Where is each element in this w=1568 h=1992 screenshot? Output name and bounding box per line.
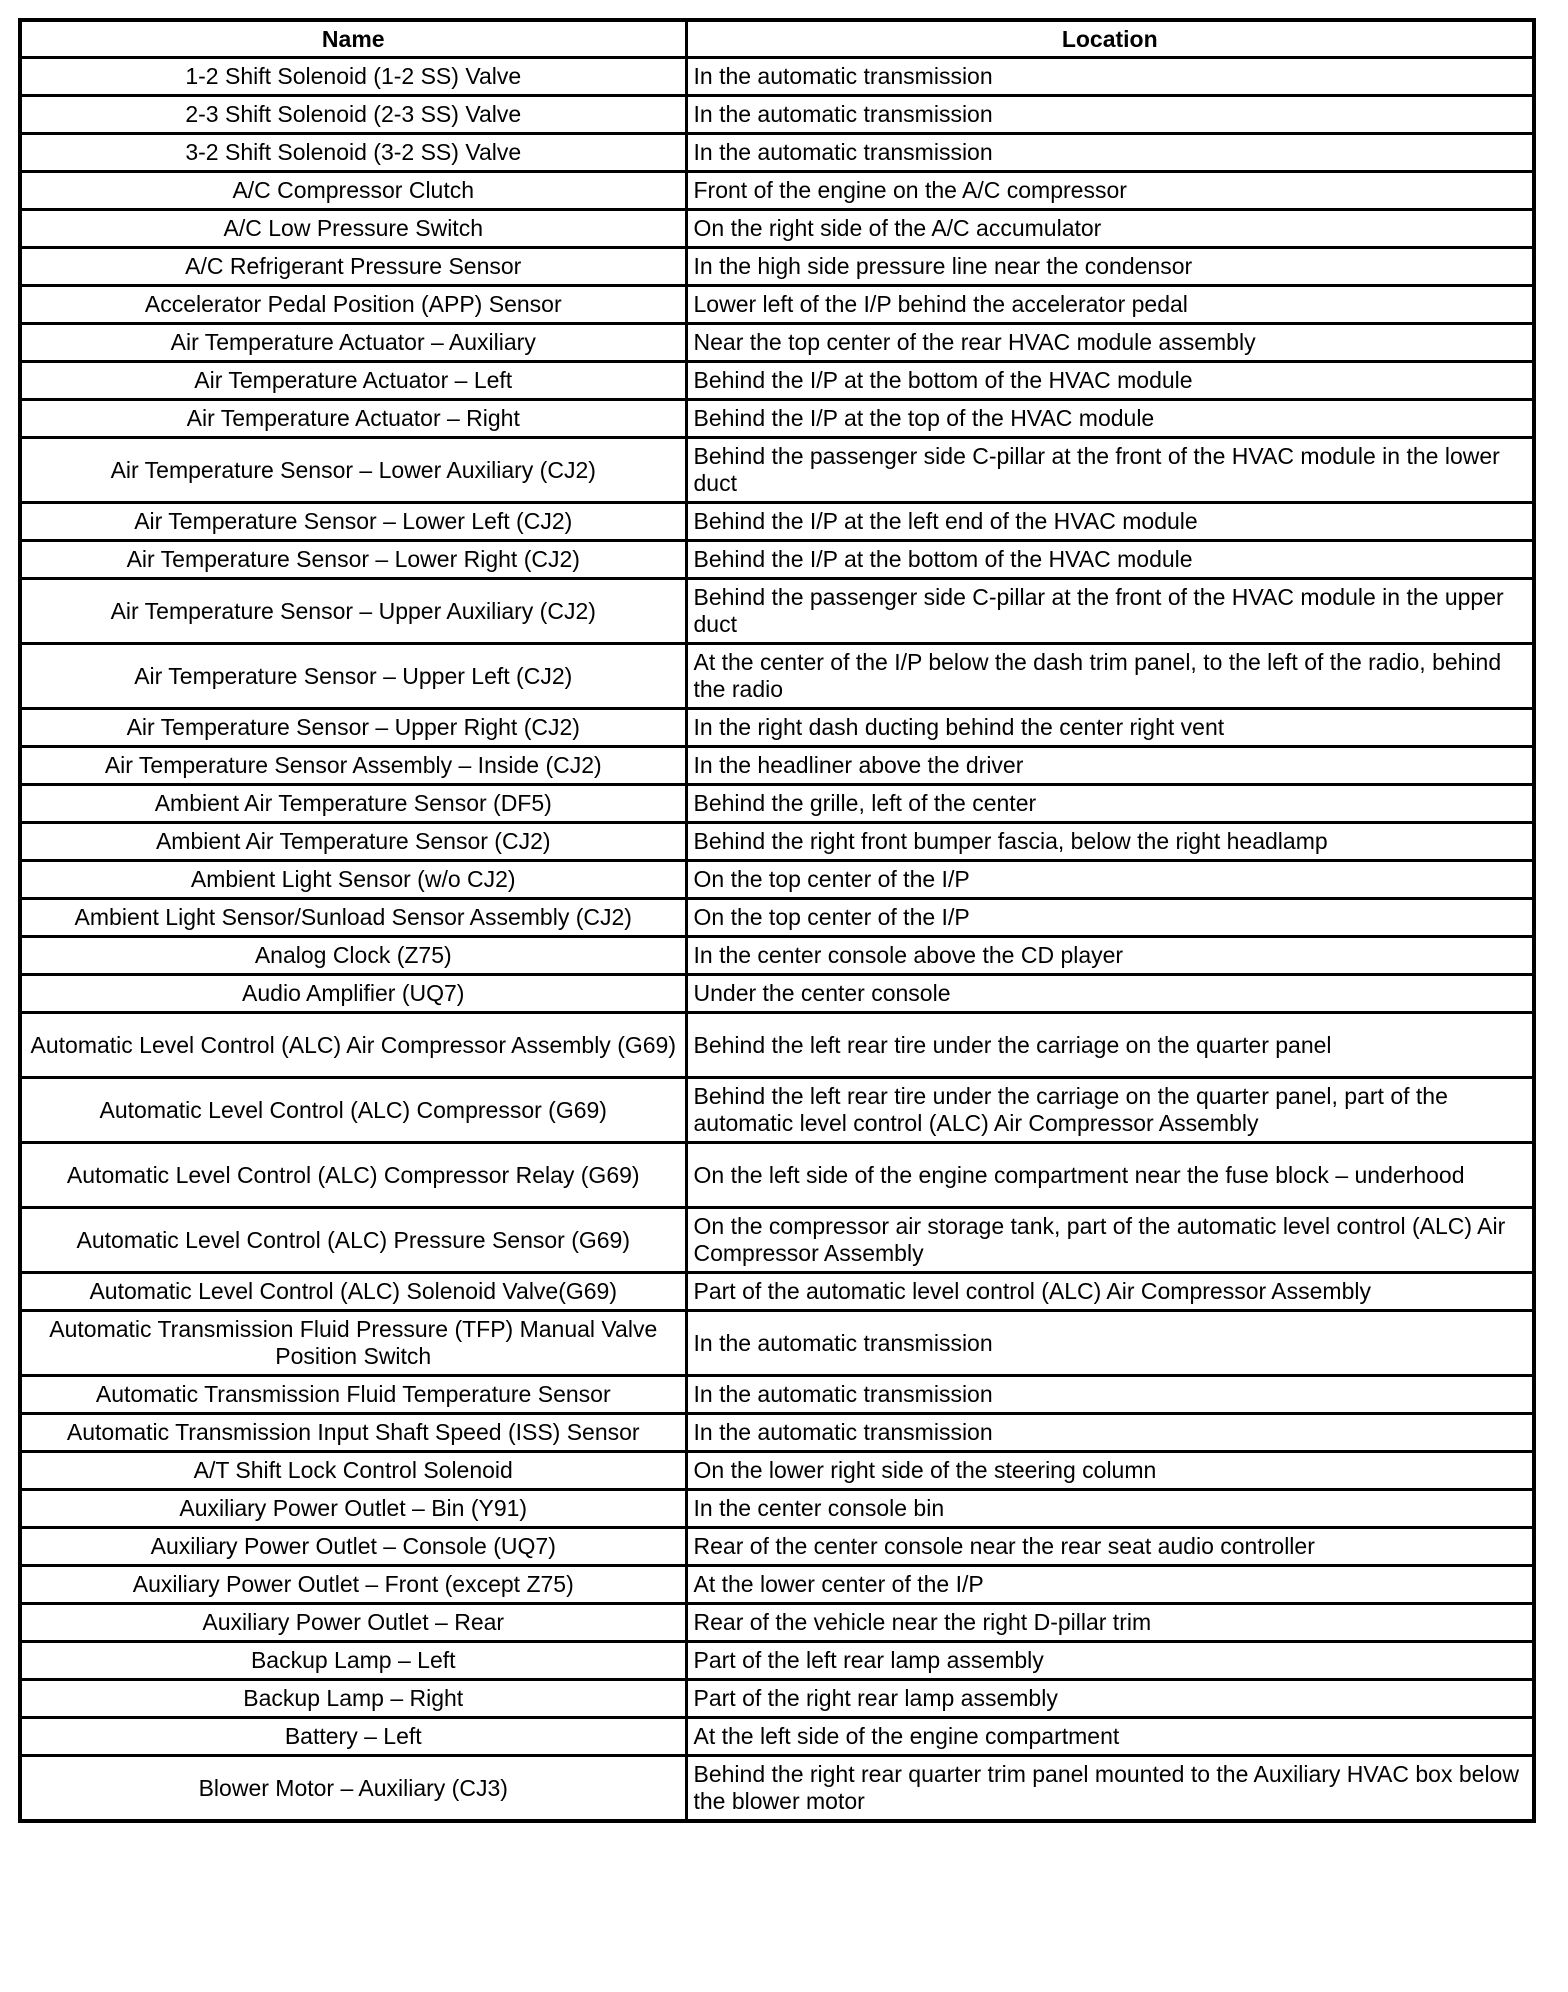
component-name-cell: A/T Shift Lock Control Solenoid [20, 1452, 686, 1490]
component-name-cell: Audio Amplifier (UQ7) [20, 975, 686, 1013]
component-location-cell: Behind the left rear tire under the carriage on the quarter panel, part of the automatic level control (ALC) Air Compressor Assembly [686, 1078, 1534, 1143]
component-name-cell: Backup Lamp – Right [20, 1680, 686, 1718]
component-name-cell: Auxiliary Power Outlet – Rear [20, 1604, 686, 1642]
table-row [20, 1604, 1534, 1642]
component-name-cell: Automatic Transmission Input Shaft Speed (ISS) Sensor [20, 1414, 686, 1452]
component-name-cell: Air Temperature Actuator – Right [20, 400, 686, 438]
component-location-cell: Part of the right rear lamp assembly [686, 1680, 1534, 1718]
component-location-cell: Rear of the center console near the rear seat audio controller [686, 1528, 1534, 1566]
table-row [20, 1452, 1534, 1490]
component-name-cell: Automatic Level Control (ALC) Compressor Relay (G69) [20, 1143, 686, 1208]
table-row [20, 1566, 1534, 1604]
component-location-cell: In the automatic transmission [686, 58, 1534, 96]
component-location-cell: Behind the grille, left of the center [686, 785, 1534, 823]
table-row [20, 1756, 1534, 1822]
component-location-cell: Lower left of the I/P behind the accelerator pedal [686, 286, 1534, 324]
component-location-cell: On the lower right side of the steering column [686, 1452, 1534, 1490]
table-row [20, 324, 1534, 362]
component-name-cell: Automatic Level Control (ALC) Compressor (G69) [20, 1078, 686, 1143]
component-name-cell: Ambient Light Sensor (w/o CJ2) [20, 861, 686, 899]
component-name-cell: Air Temperature Sensor Assembly – Inside (CJ2) [20, 747, 686, 785]
table-row [20, 1143, 1534, 1208]
component-name-cell: Automatic Level Control (ALC) Air Compressor Assembly (G69) [20, 1013, 686, 1078]
table-row [20, 1013, 1534, 1078]
component-name-cell: Air Temperature Actuator – Left [20, 362, 686, 400]
component-location-cell: In the automatic transmission [686, 1414, 1534, 1452]
component-location-cell: At the center of the I/P below the dash trim panel, to the left of the radio, behind the radio [686, 644, 1534, 709]
component-location-cell: Behind the I/P at the left end of the HVAC module [686, 503, 1534, 541]
table-row [20, 58, 1534, 96]
table-row [20, 1642, 1534, 1680]
component-name-cell: Auxiliary Power Outlet – Console (UQ7) [20, 1528, 686, 1566]
table-row [20, 248, 1534, 286]
column-header-location: Location [686, 20, 1534, 58]
table-row [20, 362, 1534, 400]
component-name-cell: Air Temperature Actuator – Auxiliary [20, 324, 686, 362]
table-row [20, 861, 1534, 899]
header-row [20, 20, 1534, 58]
table-row [20, 541, 1534, 579]
table-row [20, 286, 1534, 324]
component-location-cell: In the center console above the CD player [686, 937, 1534, 975]
component-name-cell: A/C Refrigerant Pressure Sensor [20, 248, 686, 286]
table-row [20, 785, 1534, 823]
component-location-cell: On the top center of the I/P [686, 899, 1534, 937]
component-name-cell: Automatic Level Control (ALC) Solenoid Valve(G69) [20, 1273, 686, 1311]
component-name-cell: Ambient Air Temperature Sensor (DF5) [20, 785, 686, 823]
component-name-cell: Air Temperature Sensor – Lower Right (CJ2) [20, 541, 686, 579]
component-name-cell: Air Temperature Sensor – Upper Right (CJ2) [20, 709, 686, 747]
component-location-cell: In the automatic transmission [686, 96, 1534, 134]
component-location-cell: Behind the I/P at the bottom of the HVAC module [686, 362, 1534, 400]
component-location-cell: In the center console bin [686, 1490, 1534, 1528]
component-location-cell: In the right dash ducting behind the center right vent [686, 709, 1534, 747]
table-row [20, 1208, 1534, 1273]
table-row [20, 1718, 1534, 1756]
component-location-cell: Front of the engine on the A/C compressor [686, 172, 1534, 210]
component-location-cell: Behind the passenger side C-pillar at the front of the HVAC module in the lower duct [686, 438, 1534, 503]
component-location-cell: On the top center of the I/P [686, 861, 1534, 899]
component-location-cell: On the compressor air storage tank, part of the automatic level control (ALC) Air Compressor Assembly [686, 1208, 1534, 1273]
table-row [20, 503, 1534, 541]
component-name-cell: Automatic Transmission Fluid Pressure (TFP) Manual Valve Position Switch [20, 1311, 686, 1376]
component-location-cell: Behind the I/P at the bottom of the HVAC module [686, 541, 1534, 579]
component-name-cell: Ambient Air Temperature Sensor (CJ2) [20, 823, 686, 861]
component-location-cell: Near the top center of the rear HVAC module assembly [686, 324, 1534, 362]
component-name-cell: Battery – Left [20, 1718, 686, 1756]
table-row [20, 937, 1534, 975]
component-location-cell: Part of the automatic level control (ALC) Air Compressor Assembly [686, 1273, 1534, 1311]
component-location-cell: Under the center console [686, 975, 1534, 1013]
component-name-cell: Accelerator Pedal Position (APP) Sensor [20, 286, 686, 324]
component-name-cell: Air Temperature Sensor – Lower Auxiliary (CJ2) [20, 438, 686, 503]
table-row [20, 1273, 1534, 1311]
table-row [20, 1078, 1534, 1143]
component-location-cell: Behind the passenger side C-pillar at the front of the HVAC module in the upper duct [686, 579, 1534, 644]
table-row [20, 172, 1534, 210]
table-row [20, 438, 1534, 503]
table-row [20, 96, 1534, 134]
component-location-cell: In the automatic transmission [686, 1311, 1534, 1376]
table-row [20, 899, 1534, 937]
component-name-cell: Analog Clock (Z75) [20, 937, 686, 975]
component-location-cell: On the left side of the engine compartment near the fuse block – underhood [686, 1143, 1534, 1208]
component-location-cell: Rear of the vehicle near the right D-pillar trim [686, 1604, 1534, 1642]
component-location-cell: At the left side of the engine compartment [686, 1718, 1534, 1756]
table-row [20, 709, 1534, 747]
table-row [20, 975, 1534, 1013]
component-name-cell: Automatic Transmission Fluid Temperature Sensor [20, 1376, 686, 1414]
component-location-cell: In the high side pressure line near the condensor [686, 248, 1534, 286]
table-row [20, 747, 1534, 785]
table-row [20, 1528, 1534, 1566]
component-location-cell: In the headliner above the driver [686, 747, 1534, 785]
component-name-cell: Air Temperature Sensor – Upper Auxiliary (CJ2) [20, 579, 686, 644]
component-location-cell: In the automatic transmission [686, 134, 1534, 172]
component-location-cell: Behind the left rear tire under the carriage on the quarter panel [686, 1013, 1534, 1078]
component-name-cell: Air Temperature Sensor – Lower Left (CJ2) [20, 503, 686, 541]
component-name-cell: 3-2 Shift Solenoid (3-2 SS) Valve [20, 134, 686, 172]
table-row [20, 1311, 1534, 1376]
table-row [20, 644, 1534, 709]
table-row [20, 823, 1534, 861]
component-name-cell: Air Temperature Sensor – Upper Left (CJ2) [20, 644, 686, 709]
component-name-cell: A/C Compressor Clutch [20, 172, 686, 210]
component-name-cell: Auxiliary Power Outlet – Front (except Z75) [20, 1566, 686, 1604]
table-row [20, 1680, 1534, 1718]
table-row [20, 1490, 1534, 1528]
table-row [20, 1376, 1534, 1414]
component-location-cell: Behind the right rear quarter trim panel mounted to the Auxiliary HVAC box below the blower motor [686, 1756, 1534, 1822]
component-location-cell: In the automatic transmission [686, 1376, 1534, 1414]
component-name-cell: Ambient Light Sensor/Sunload Sensor Assembly (CJ2) [20, 899, 686, 937]
component-location-cell: At the lower center of the I/P [686, 1566, 1534, 1604]
component-name-cell: Automatic Level Control (ALC) Pressure Sensor (G69) [20, 1208, 686, 1273]
component-location-table [18, 18, 1536, 1823]
table-row [20, 579, 1534, 644]
component-name-cell: A/C Low Pressure Switch [20, 210, 686, 248]
table-row [20, 134, 1534, 172]
table-row [20, 1414, 1534, 1452]
table-body [20, 58, 1534, 1822]
component-name-cell: Backup Lamp – Left [20, 1642, 686, 1680]
component-location-cell: On the right side of the A/C accumulator [686, 210, 1534, 248]
table-row [20, 210, 1534, 248]
table-row [20, 400, 1534, 438]
component-location-cell: Behind the right front bumper fascia, below the right headlamp [686, 823, 1534, 861]
component-location-cell: Behind the I/P at the top of the HVAC module [686, 400, 1534, 438]
component-name-cell: 1-2 Shift Solenoid (1-2 SS) Valve [20, 58, 686, 96]
column-header-name: Name [20, 20, 686, 58]
component-name-cell: Auxiliary Power Outlet – Bin (Y91) [20, 1490, 686, 1528]
component-name-cell: Blower Motor – Auxiliary (CJ3) [20, 1756, 686, 1822]
component-location-cell: Part of the left rear lamp assembly [686, 1642, 1534, 1680]
component-name-cell: 2-3 Shift Solenoid (2-3 SS) Valve [20, 96, 686, 134]
